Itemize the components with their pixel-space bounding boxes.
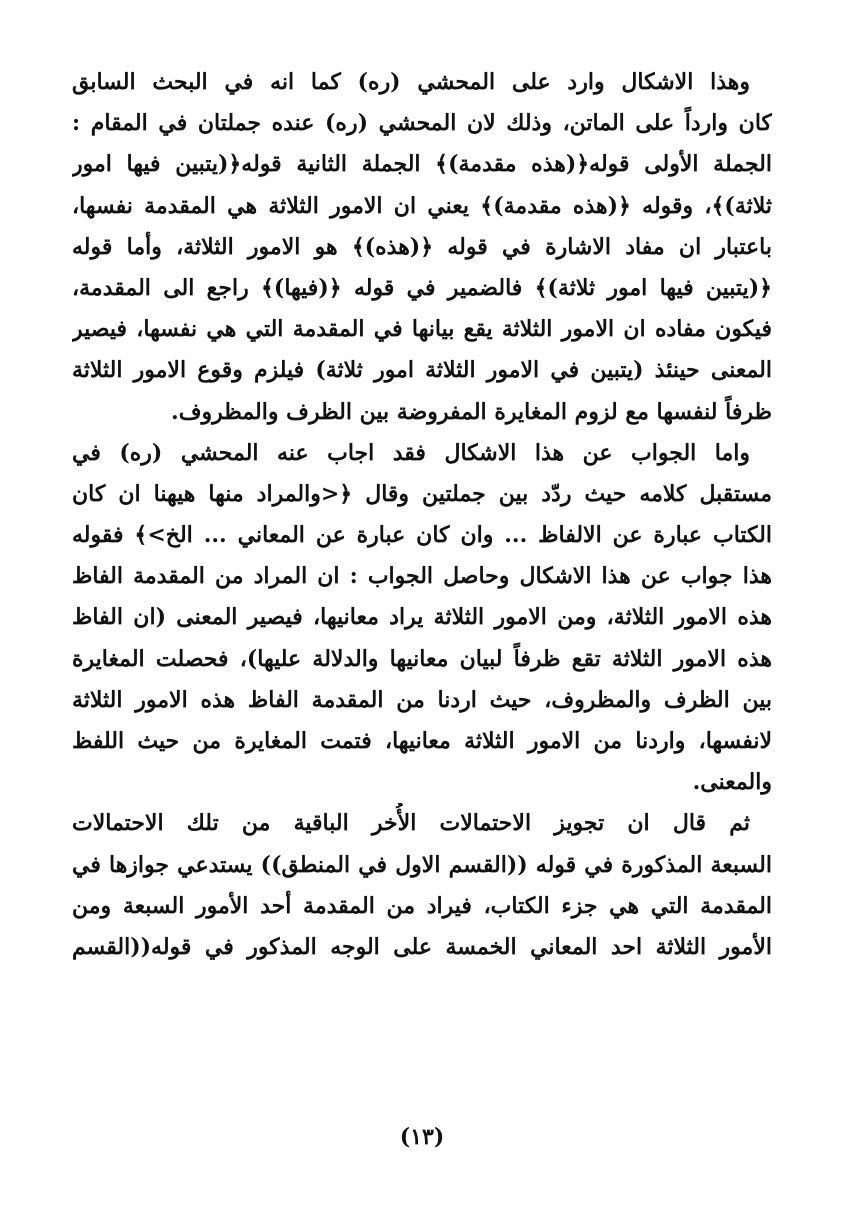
text-line: باعتبار ان مفاد الاشارة في قوله ﴿(هذه)﴾ هو الامور الثلاثة، وأما قوله: [72, 233, 772, 260]
text-line: واما الجواب عن هذا الاشكال فقد اجاب عنه المحشي (ره) في: [72, 439, 750, 466]
text-line: هذه الامور الثلاثة، ومن الامور الثلاثة يراد معانيها، فيصير المعنى (ان الفاظ: [72, 604, 772, 631]
page-number: (١٣): [399, 1124, 445, 1150]
text-line: السبعة المذكورة في قوله ((القسم الاول في المنطق)) يستدعي جوازها في: [72, 851, 772, 878]
text-line: المعنى حينئذ (يتبين في الامور الثلاثة امور ثلاثة) فيلزم وقوع الامور الثلاثة: [72, 357, 772, 384]
text-line: والمعنى.: [692, 769, 772, 796]
text-line: وهذا الاشكال وارد على المحشي (ره) كما انه في البحث السابق: [72, 69, 750, 95]
text-line: ثلاثة)﴾، وقوله ﴿(هذه مقدمة)﴾ يعني ان الامور الثلاثة هي المقدمة نفسها،: [72, 192, 772, 219]
paragraph-3: [72, 803, 772, 968]
text-line: ثم قال ان تجويز الاحتمالات الأُخر الباقية من تلك الاحتمالات: [72, 810, 750, 837]
text-line: المقدمة التي هي جزء الكتاب، فيراد من المقدمة أحد الأمور السبعة ومن: [72, 892, 772, 919]
text-line: الأمور الثلاثة احد المعاني الخمسة على الوجه المذكور في قوله((القسم: [72, 933, 772, 960]
paragraph-2: [72, 433, 772, 804]
text-line: هذه الامور الثلاثة تقع ظرفاً لبيان معانيها والدلالة عليها)، فحصلت المغايرة: [72, 645, 772, 672]
text-line: كان وارداً على الماتن، وذلك لان المحشي (ره) عنده جملتان في المقام :: [72, 110, 772, 137]
text-line: ظرفاً لنفسها مع لزوم المغايرة المفروضة بين الظرف والمظروف.: [171, 398, 772, 425]
text-line: ﴿(يتبين فيها امور ثلاثة)﴾ فالضمير في قوله ﴿(فيها)﴾ راجع الى المقدمة،: [72, 274, 772, 301]
text-line: لانفسها، واردنا من الامور الثلاثة معانيها، فتمت المغايرة من حيث اللفظ: [72, 728, 772, 754]
text-line: فيكون مفاده ان الامور الثلاثة يقع بيانها في المقدمة التي هي نفسها، فيصير: [72, 316, 772, 343]
document-page: [72, 62, 772, 1122]
paragraph-1: [72, 62, 772, 433]
text-line: الكتاب عبارة عن الالفاظ ... وان كان عبارة عن المعاني ... الخ>﴾ فقوله: [72, 522, 772, 549]
text-line: هذا جواب عن هذا الاشكال وحاصل الجواب : ان المراد من المقدمة الفاظ: [72, 563, 772, 590]
text-line: الجملة الأولى قوله﴿(هذه مقدمة)﴾ الجملة الثانية قوله﴿(يتبين فيها امور: [72, 151, 772, 178]
text-line: بين الظرف والمظروف، حيث اردنا من المقدمة الفاظ هذه الامور الثلاثة: [72, 686, 772, 713]
text-line: مستقبل كلامه حيث ردّد بين جملتين وقال ﴿<والمراد منها هيهنا ان كان: [72, 480, 772, 507]
